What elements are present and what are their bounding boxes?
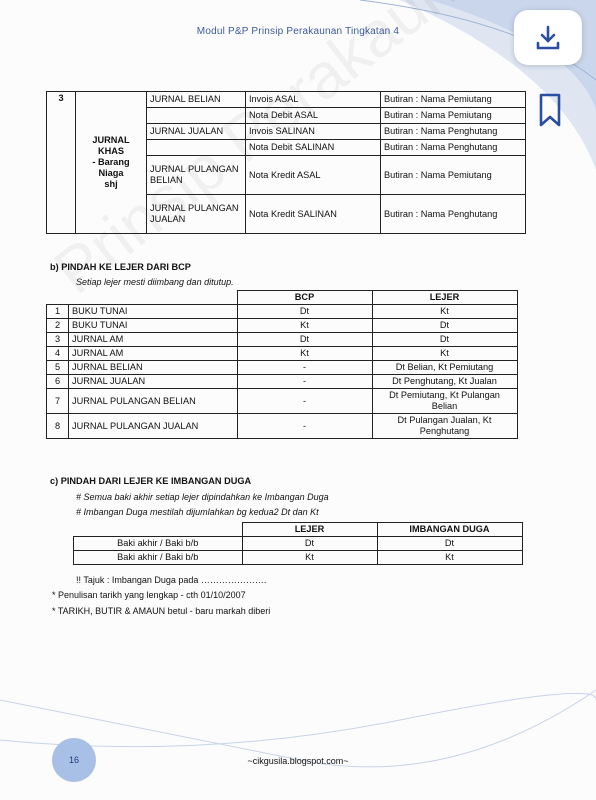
row-number: 3 <box>47 92 76 234</box>
table-row <box>47 319 518 333</box>
item-cell: BUKU TUNAI <box>69 305 238 319</box>
item-cell: JURNAL BELIAN <box>69 361 238 375</box>
jurnal-cell: JURNAL JUALAN <box>147 124 246 140</box>
page-number: 16 <box>52 738 96 782</box>
butiran-cell: Butiran : Nama Penghutang <box>381 140 526 156</box>
jurnal-khas-table <box>46 91 526 234</box>
bcp-cell: Dt <box>237 333 372 347</box>
butiran-cell: Butiran : Nama Penghutang <box>381 195 526 234</box>
item-cell: JURNAL PULANGAN BELIAN <box>69 389 238 414</box>
section-b-title: b) PINDAH KE LEJER DARI BCP <box>50 262 191 272</box>
row-number: 3 <box>47 333 69 347</box>
item-cell: JURNAL AM <box>69 333 238 347</box>
jurnal-cell: JURNAL PULANGAN BELIAN <box>147 156 246 195</box>
table-row <box>47 414 518 439</box>
table-header-row <box>74 523 523 537</box>
table-row <box>47 361 518 375</box>
item-cell: Baki akhir / Baki b/b <box>74 537 243 551</box>
jurnal-cell: JURNAL PULANGAN JUALAN <box>147 195 246 234</box>
lejer-cell: Dt <box>242 537 377 551</box>
imbangan-duga-cell: Dt <box>377 537 522 551</box>
item-cell: JURNAL PULANGAN JUALAN <box>69 414 238 439</box>
bcp-lejer-table <box>46 290 518 439</box>
item-cell: JURNAL JUALAN <box>69 375 238 389</box>
lejer-cell: Dt Pulangan Jualan, Kt Penghutang <box>372 414 517 439</box>
footer-text: ~cikgusila.blogspot.com~ <box>247 756 349 766</box>
row-number: 8 <box>47 414 69 439</box>
jurnal-cell <box>147 140 246 156</box>
column-header-lejer: LEJER <box>242 523 377 537</box>
column-header-imbangan-duga: IMBANGAN DUGA <box>377 523 522 537</box>
table-row <box>47 92 526 108</box>
document-cell: Nota Kredit ASAL <box>246 156 381 195</box>
tajuk-note: !! Tajuk : Imbangan Duga pada …………………. <box>76 575 267 585</box>
row-number: 4 <box>47 347 69 361</box>
bcp-cell: - <box>237 361 372 375</box>
row-number: 5 <box>47 361 69 375</box>
table-row <box>74 551 523 565</box>
group-label-line2: - Barang Niaga <box>92 157 130 178</box>
document-cell: Nota Debit SALINAN <box>246 140 381 156</box>
table-row <box>47 305 518 319</box>
group-label-line1: JURNAL KHAS <box>92 135 130 156</box>
row-number: 1 <box>47 305 69 319</box>
table-row <box>47 389 518 414</box>
lejer-cell: Dt Pemiutang, Kt Pulangan Belian <box>372 389 517 414</box>
bcp-cell: Kt <box>237 319 372 333</box>
section-c-note-1: # Semua baki akhir setiap lejer dipindahkan ke Imbangan Duga <box>76 492 329 502</box>
section-c-title: c) PINDAH DARI LEJER KE IMBANGAN DUGA <box>50 476 252 486</box>
download-button[interactable] <box>514 10 582 65</box>
item-cell: JURNAL AM <box>69 347 238 361</box>
lejer-cell: Kt <box>242 551 377 565</box>
imbangan-duga-cell: Kt <box>377 551 522 565</box>
row-number: 2 <box>47 319 69 333</box>
tarikh-note: * TARIKH, BUTIR & AMAUN betul - baru markah diberi <box>52 606 271 616</box>
table-header-row <box>47 291 518 305</box>
document-cell: Invois ASAL <box>246 92 381 108</box>
table-row <box>47 333 518 347</box>
header-title: Modul P&P Prinsip Perakaunan Tingkatan 4 <box>196 26 400 37</box>
bcp-cell: - <box>237 414 372 439</box>
jurnal-cell <box>147 108 246 124</box>
lejer-cell: Dt <box>372 333 517 347</box>
group-label-line3: shj <box>104 179 118 189</box>
bcp-cell: Kt <box>237 347 372 361</box>
document-cell: Nota Debit ASAL <box>246 108 381 124</box>
document-cell: Invois SALINAN <box>246 124 381 140</box>
download-icon <box>533 23 563 53</box>
section-b-note: Setiap lejer mesti diimbang dan ditutup. <box>76 277 234 287</box>
lejer-cell: Dt Penghutang, Kt Jualan <box>372 375 517 389</box>
bcp-cell: - <box>237 375 372 389</box>
butiran-cell: Butiran : Nama Pemiutang <box>381 156 526 195</box>
lejer-cell: Kt <box>372 347 517 361</box>
lejer-cell: Kt <box>372 305 517 319</box>
row-number: 7 <box>47 389 69 414</box>
column-header-bcp: BCP <box>237 291 372 305</box>
lejer-cell: Dt <box>372 319 517 333</box>
bcp-cell: Dt <box>237 305 372 319</box>
column-header-lejer: LEJER <box>372 291 517 305</box>
table-row <box>74 537 523 551</box>
penulisan-note: * Penulisan tarikh yang lengkap - cth 01/10/2007 <box>52 590 246 600</box>
group-label <box>76 92 147 234</box>
item-cell: BUKU TUNAI <box>69 319 238 333</box>
table-row <box>47 375 518 389</box>
butiran-cell: Butiran : Nama Pemiutang <box>381 108 526 124</box>
butiran-cell: Butiran : Nama Pemiutang <box>381 92 526 108</box>
bcp-cell: - <box>237 389 372 414</box>
butiran-cell: Butiran : Nama Penghutang <box>381 124 526 140</box>
section-c-note-2: # Imbangan Duga mestilah dijumlahkan bg kedua2 Dt dan Kt <box>76 507 319 517</box>
lejer-cell: Dt Belian, Kt Pemiutang <box>372 361 517 375</box>
row-number: 6 <box>47 375 69 389</box>
bookmark-icon[interactable] <box>535 92 565 128</box>
jurnal-cell: JURNAL BELIAN <box>147 92 246 108</box>
document-cell: Nota Kredit SALINAN <box>246 195 381 234</box>
table-row <box>47 347 518 361</box>
item-cell: Baki akhir / Baki b/b <box>74 551 243 565</box>
lejer-imbangan-table <box>73 522 523 565</box>
